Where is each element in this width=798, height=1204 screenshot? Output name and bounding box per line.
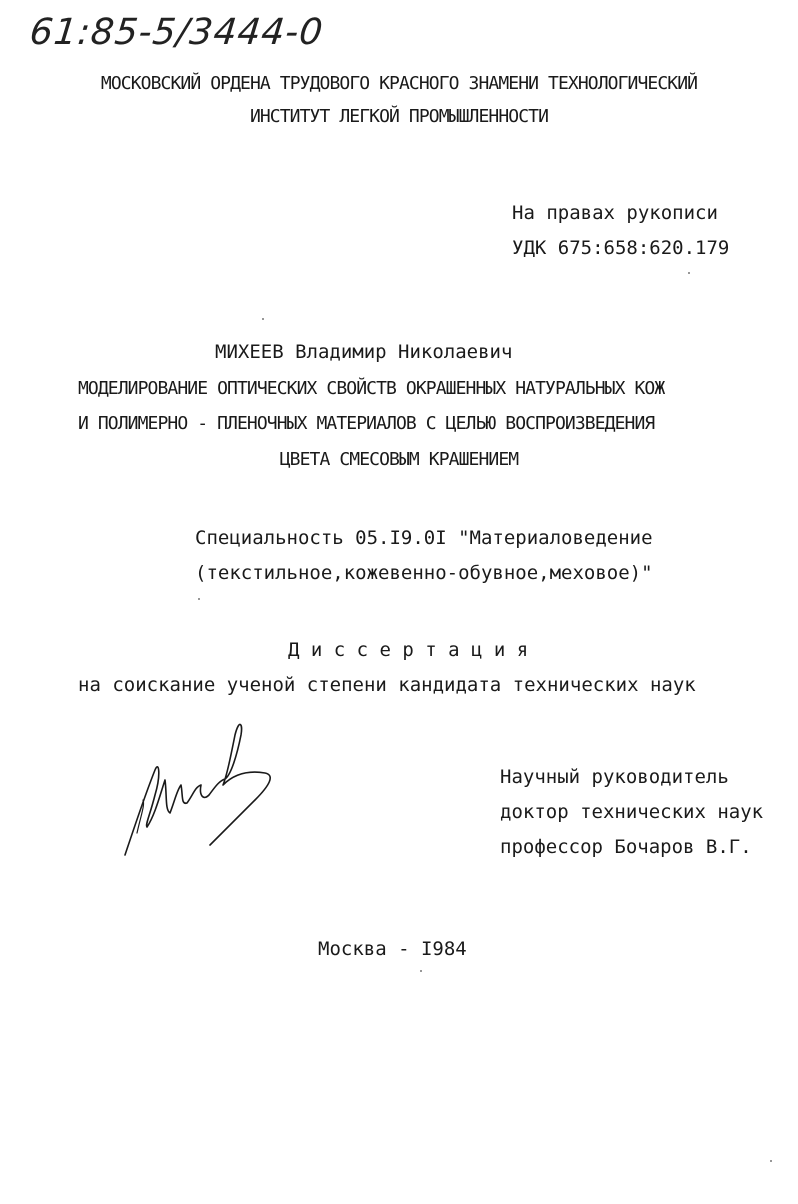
title-line-2: И ПОЛИМЕРНО - ПЛЕНОЧНЫХ МАТЕРИАЛОВ С ЦЕЛЬЮ ВОСПРОИЗВЕДЕНИЯ [78, 413, 655, 434]
archive-number-handwritten: 61:85-5/3444-0 [27, 12, 326, 53]
scan-speck [420, 970, 422, 972]
supervisor-name: профессор Бочаров В.Г. [500, 836, 752, 858]
scan-speck [198, 598, 200, 600]
udc-code: УДК 675:658:620.179 [512, 237, 730, 259]
supervisor-degree: доктор технических наук [500, 801, 764, 823]
scan-speck [262, 318, 264, 320]
scan-speck [688, 272, 690, 274]
title-line-3: ЦВЕТА СМЕСОВЫМ КРАШЕНИЕМ [279, 449, 519, 470]
city-year: Москва - I984 [318, 938, 467, 960]
signature-image [115, 715, 285, 865]
document-type: Д и с с е р т а ц и я [288, 639, 529, 661]
institution-line-2: ИНСТИТУТ ЛЕГКОЙ ПРОМЫШЛЕННОСТИ [249, 106, 549, 127]
supervisor-role: Научный руководитель [500, 766, 729, 788]
title-line-1: МОДЕЛИРОВАНИЕ ОПТИЧЕСКИХ СВОЙСТВ ОКРАШЕННЫХ НАТУРАЛЬНЫХ КОЖ [78, 378, 665, 399]
author-name: МИХЕЕВ Владимир Николаевич [215, 341, 513, 363]
institution-line-1: МОСКОВСКИЙ ОРДЕНА ТРУДОВОГО КРАСНОГО ЗНАМЕНИ ТЕХНОЛОГИЧЕСКИЙ [100, 73, 698, 94]
manuscript-rights-note: На правах рукописи [512, 202, 718, 224]
specialty-line-2: (текстильное,кожевенно-обувное,меховое)" [195, 562, 653, 584]
scan-speck [770, 1160, 772, 1162]
specialty-line-1: Специальность 05.I9.0I "Материаловедение [195, 527, 653, 549]
degree-line: на соискание ученой степени кандидата технических наук [78, 674, 696, 696]
